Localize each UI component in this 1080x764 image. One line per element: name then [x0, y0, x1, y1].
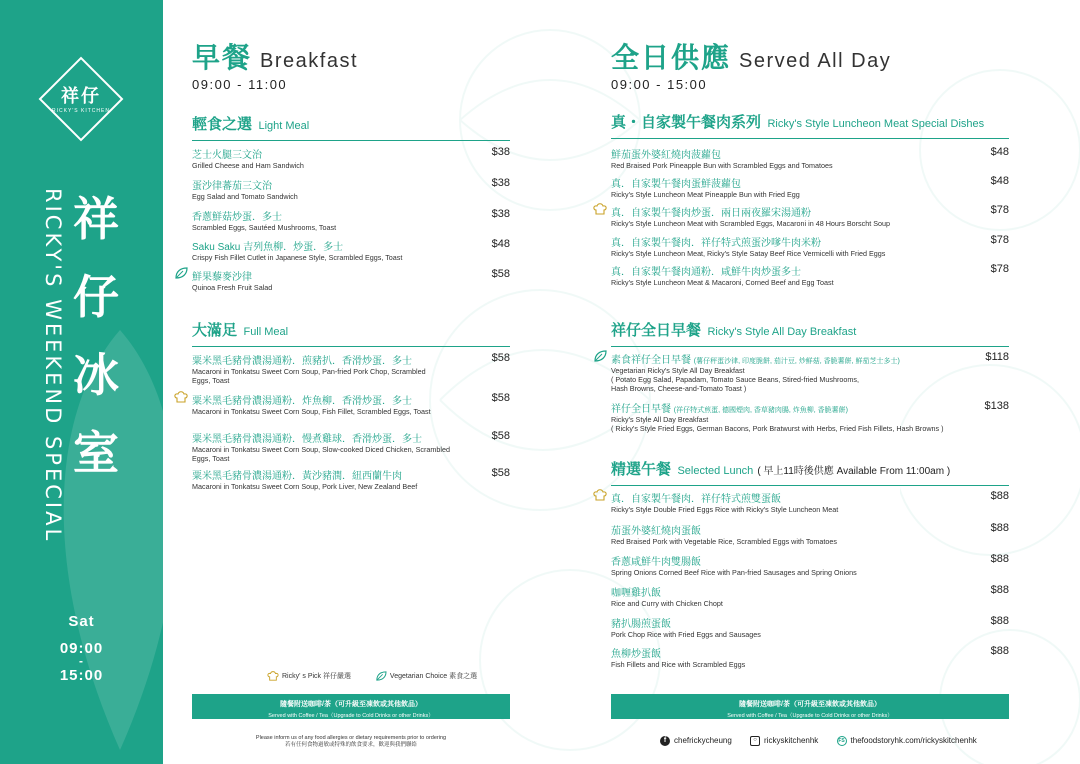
drink-bar-zh: 隨餐附送咖啡/茶（可升級至凍飲或其他飲品） — [280, 701, 422, 708]
allday-title-zh: 全日供應 — [611, 42, 732, 73]
luncheon-title-en: Ricky's Style Luncheon Meat Special Dishes — [767, 118, 985, 130]
menu-item — [611, 522, 1009, 546]
item-name-en: Fish Fillets and Rice with Scrambled Eggs — [611, 660, 746, 669]
menu-item — [611, 490, 1009, 514]
item-price: $58 — [491, 392, 510, 404]
website-url: thefoodstoryhk.com/rickyskitchenhk — [850, 736, 977, 746]
item-name-zh: 粟米黑毛豬骨濃湯通粉．慢煮雞球．香滑炒蛋．多士 — [192, 434, 422, 445]
item-name-zh: 粟米黑毛豬骨濃湯通粉．煎豬扒．香滑炒蛋．多士 — [192, 356, 412, 367]
allergy-note-en: Please inform us of any food allergies or dietary requirements prior to ordering — [255, 735, 447, 741]
item-name-en: Spring Onions Corned Beef Rice with Pan-fried Sausages and Spring Onions — [611, 568, 857, 577]
item-name-en: Macaroni in Tonkatsu Sweet Corn Soup, Pork Liver, New Zealand Beef — [192, 482, 418, 491]
legend-veg-label: Vegetarian Choice 素食之選 — [389, 673, 478, 680]
breakfast-title — [192, 36, 358, 76]
drink-bar-right — [611, 694, 1009, 719]
item-name-en: Ricky's Style All Day Breakfast — [611, 415, 709, 424]
item-name-zh: 鮮果藜麥沙律 — [192, 272, 252, 283]
item-name-en: Macaroni in Tonkatsu Sweet Corn Soup, Fish Fillet, Scrambled Eggs, Toast — [192, 407, 431, 416]
vertical-char-3: 冰 — [73, 348, 119, 402]
item-name-zh: 真．自家製午餐肉炒蛋．兩日兩夜羅宋湯通粉 — [611, 208, 811, 219]
menu-item — [611, 351, 1009, 393]
website-link[interactable] — [837, 736, 977, 746]
menu-item — [611, 553, 1009, 577]
facebook-link[interactable] — [660, 736, 732, 746]
facebook-icon: f — [660, 736, 670, 746]
item-name-en-detail-2: Hash Browns, Cheese-and-Tomato Toast ) — [611, 384, 747, 393]
item-name-en: Ricky's Style Luncheon Meat, Ricky's Style Satay Beef Rice Vermicelli with Fried Eggs — [611, 249, 886, 258]
item-name-en: Ricky's Style Luncheon Meat Pineapple Bun with Fried Egg — [611, 190, 800, 199]
item-price: $58 — [491, 430, 510, 442]
light-meal-title-en: Light Meal — [258, 120, 310, 132]
facebook-handle: chefrickycheung — [674, 736, 732, 746]
legend-pick-label: Ricky' s Pick 祥仔嚴選 — [282, 673, 352, 680]
menu-item — [611, 234, 1009, 258]
brand-logo — [38, 56, 124, 142]
menu-item — [611, 645, 1009, 669]
item-name-en: Ricky's Style Luncheon Meat & Macaroni, Corned Beef and Egg Toast — [611, 278, 834, 287]
vertical-char-4: 室 — [73, 426, 119, 480]
menu-item — [611, 204, 1009, 228]
abd-title-en: Ricky's Style All Day Breakfast — [707, 326, 857, 338]
item-name-zh: 茄蛋外婆紅燒肉蛋飯 — [611, 526, 701, 537]
item-name-zh-main: 素食祥仔全日早餐 — [611, 355, 691, 366]
drink-bar-left — [192, 694, 510, 719]
instagram-link[interactable] — [750, 736, 818, 746]
menu-item — [192, 268, 510, 292]
menu-item — [192, 238, 510, 262]
item-name-zh: 粟米黑毛豬骨濃湯通粉．黃沙豬潤．紐西蘭牛肉 — [192, 471, 402, 482]
item-name-zh: 真．自家製午餐肉．祥仔特式煎雙蛋飯 — [611, 494, 781, 505]
item-name-zh: 蛋沙律蕃茄三文治 — [192, 181, 272, 192]
chef-hat-icon — [593, 489, 607, 501]
item-price: $88 — [990, 615, 1009, 627]
social-links — [660, 736, 993, 746]
logo-subtitle: RICKY'S KITCHEN — [52, 108, 110, 114]
item-name-zh: 粟米黑毛豬骨濃湯通粉．炸魚柳．香滑炒蛋．多士 — [192, 396, 412, 407]
breakfast-title-zh: 早餐 — [192, 42, 253, 73]
menu-item — [192, 392, 510, 416]
item-name-zh: Saku Saku 吉列魚柳．炒蛋．多士 — [192, 242, 344, 253]
item-price: $58 — [491, 467, 510, 479]
item-price: $88 — [990, 584, 1009, 596]
item-name-zh-main: 祥仔全日早餐 — [611, 404, 671, 415]
item-price: $58 — [491, 352, 510, 364]
lunch-availability-note: ( 早上11時後供應 Available From 11:00am ) — [757, 466, 951, 477]
item-name-zh-detail: (薯仔秤蛋沙律, 印度脆餅, 茄汁豆, 炒鮮菇, 香脆薯餅, 鮮茄芝士多士) — [693, 358, 900, 365]
menu-item — [192, 430, 510, 463]
item-name-zh-detail: (祥仔特式煎蛋, 德國煙肉, 香草豬肉腸, 炸魚柳, 香脆薯餅) — [673, 407, 849, 414]
item-name-en: Scrambled Eggs, Sautéed Mushrooms, Toast — [192, 223, 337, 232]
drink-bar-en: Served with Coffee / Tea（Upgrade to Cold Drinks or other Drinks） — [727, 713, 893, 719]
item-name-en: Red Braised Pork Pineapple Bun with Scrambled Eggs and Tomatoes — [611, 161, 833, 170]
allergy-note — [192, 735, 510, 749]
item-name-zh: 豬扒腸煎蛋飯 — [611, 619, 671, 630]
item-name-en-detail: ( Potato Egg Salad, Papadam, Tomato Sauce Beans, Stired-fried Mushrooms, — [611, 375, 859, 384]
light-meal-header — [192, 113, 510, 141]
item-price: $118 — [985, 351, 1009, 363]
light-meal-title-zh: 輕食之選 — [192, 116, 253, 133]
item-name-en: Ricky's Style Luncheon Meat with Scrambled Eggs, Macaroni in 48 Hours Borscht Soup — [611, 219, 891, 228]
item-price: $38 — [491, 146, 510, 158]
logo-mark: 祥仔 — [61, 86, 101, 107]
item-name-zh — [611, 400, 1009, 415]
website-icon: FS — [838, 738, 845, 744]
side-panel — [0, 0, 163, 764]
vertical-english-title: RICKY'S WEEKEND SPECIAL — [41, 188, 65, 544]
item-name-en: Crispy Fish Fillet Cutlet in Japanese Style, Scrambled Eggs, Toast — [192, 253, 403, 262]
item-price: $48 — [990, 146, 1009, 158]
menu-item — [192, 146, 510, 170]
menu-item — [611, 400, 1009, 433]
item-price: $78 — [990, 204, 1009, 216]
menu-item — [611, 175, 1009, 199]
luncheon-header — [611, 111, 1009, 139]
breakfast-hours: 09:00 - 11:00 — [192, 77, 288, 92]
full-meal-title-en: Full Meal — [243, 326, 289, 338]
all-day-breakfast-header — [611, 319, 1009, 347]
item-name-zh: 鮮茄蛋外婆紅燒肉菠蘿包 — [611, 150, 721, 161]
item-name-zh: 芝士火腿三文治 — [192, 150, 262, 161]
drink-bar-en: Served with Coffee / Tea（Upgrade to Cold Drinks or other Drinks） — [268, 713, 434, 719]
menu-item — [611, 615, 1009, 639]
full-meal-title-zh: 大滿足 — [192, 322, 238, 339]
instagram-icon: ○ — [750, 736, 760, 746]
menu-item — [192, 352, 510, 385]
instagram-handle: rickyskitchenhk — [764, 736, 819, 746]
chef-hat-icon — [267, 671, 279, 681]
menu-item — [611, 146, 1009, 170]
legend — [267, 671, 477, 681]
item-price: $48 — [491, 238, 510, 250]
item-name-zh: 咖喱雞扒飯 — [611, 588, 661, 599]
item-name-en: Egg Salad and Tomato Sandwich — [192, 192, 298, 201]
item-name-en: Macaroni in Tonkatsu Sweet Corn Soup, Pan-fried Pork Chop, Scrambled Eggs, Toast — [192, 367, 426, 385]
item-name-zh: 香蔥鮮菇炒蛋．多士 — [192, 212, 282, 223]
item-price: $138 — [984, 400, 1009, 412]
item-name-en: Pork Chop Rice with Fried Eggs and Sausages — [611, 630, 761, 639]
drink-bar-zh: 隨餐附送咖啡/茶（可升級至凍飲或其他飲品） — [739, 701, 881, 708]
chef-hat-icon — [174, 391, 188, 403]
menu-item — [192, 467, 510, 491]
vegetarian-leaf-icon — [375, 671, 387, 681]
item-name-en: Macaroni in Tonkatsu Sweet Corn Soup, Slow-cooked Diced Chicken, Scrambled Eggs, Toast — [192, 445, 450, 463]
abd-title-zh: 祥仔全日早餐 — [611, 322, 702, 339]
service-dash: - — [79, 654, 84, 668]
menu-item — [192, 177, 510, 201]
item-name-en: Grilled Cheese and Ham Sandwich — [192, 161, 304, 170]
lunch-title-en: Selected Lunch — [677, 465, 754, 477]
item-name-en: Rice and Curry with Chicken Chopt — [611, 599, 723, 608]
item-name-en-detail: ( Ricky's Style Fried Eggs, German Bacons, Pork Bratwurst with Herbs, Fried Fish Fillets, Hash Browns ) — [611, 424, 944, 433]
allday-column — [611, 0, 1009, 764]
vertical-char-2: 仔 — [73, 270, 119, 324]
item-name-en: Vegetarian Ricky's Style All Day Breakfast — [611, 366, 745, 375]
service-end: 15:00 — [59, 667, 104, 684]
luncheon-title-zh: 真・自家製午餐肉系列 — [611, 114, 762, 131]
item-price: $48 — [990, 175, 1009, 187]
item-price: $38 — [491, 177, 510, 189]
menu-item — [611, 263, 1009, 287]
service-day: Sat — [68, 613, 95, 630]
menu-item — [611, 584, 1009, 608]
item-price: $38 — [491, 208, 510, 220]
chef-hat-icon — [593, 203, 607, 215]
vegetarian-leaf-icon — [174, 267, 188, 279]
item-name-zh: 魚柳炒蛋飯 — [611, 649, 661, 660]
vegetarian-leaf-icon — [593, 350, 607, 362]
allergy-note-zh: 若有任何食物過敏或特殊的飲食要求，歡迎與我們聯絡 — [284, 742, 417, 748]
selected-lunch-header — [611, 458, 1009, 486]
breakfast-title-en: Breakfast — [260, 50, 358, 72]
item-price: $88 — [990, 490, 1009, 502]
item-name-en: Quinoa Fresh Fruit Salad — [192, 283, 273, 292]
item-price: $78 — [990, 263, 1009, 275]
lunch-title-zh: 精選午餐 — [611, 461, 672, 478]
item-price: $88 — [990, 553, 1009, 565]
item-price: $78 — [990, 234, 1009, 246]
item-name-zh: 真．自家製午餐肉．祥仔特式煎蛋沙嗲牛肉米粉 — [611, 238, 821, 249]
allday-title-en: Served All Day — [739, 50, 892, 72]
service-start: 09:00 — [59, 640, 104, 657]
item-name-zh: 真．自家製午餐肉通粉．咸鮮牛肉炒蛋多士 — [611, 267, 801, 278]
item-name-en: Red Braised Pork with Vegetable Rice, Scrambled Eggs with Tomatoes — [611, 537, 837, 546]
item-price: $58 — [491, 268, 510, 280]
item-price: $88 — [990, 522, 1009, 534]
vertical-char-1: 祥 — [73, 192, 119, 246]
item-name-zh — [611, 351, 1009, 366]
allday-hours: 09:00 - 15:00 — [611, 77, 708, 92]
allday-title — [611, 36, 891, 76]
item-name-en: Ricky's Style Double Fried Eggs Rice with Ricky's Style Luncheon Meat — [611, 505, 839, 514]
menu-item — [192, 208, 510, 232]
item-name-zh: 真．自家製午餐肉蛋鮮菠蘿包 — [611, 179, 741, 190]
item-price: $88 — [990, 645, 1009, 657]
vertical-chinese-title — [68, 180, 124, 492]
item-name-zh: 香蔥咸鮮牛肉雙腸飯 — [611, 557, 701, 568]
breakfast-column — [192, 0, 510, 764]
full-meal-header — [192, 319, 510, 347]
